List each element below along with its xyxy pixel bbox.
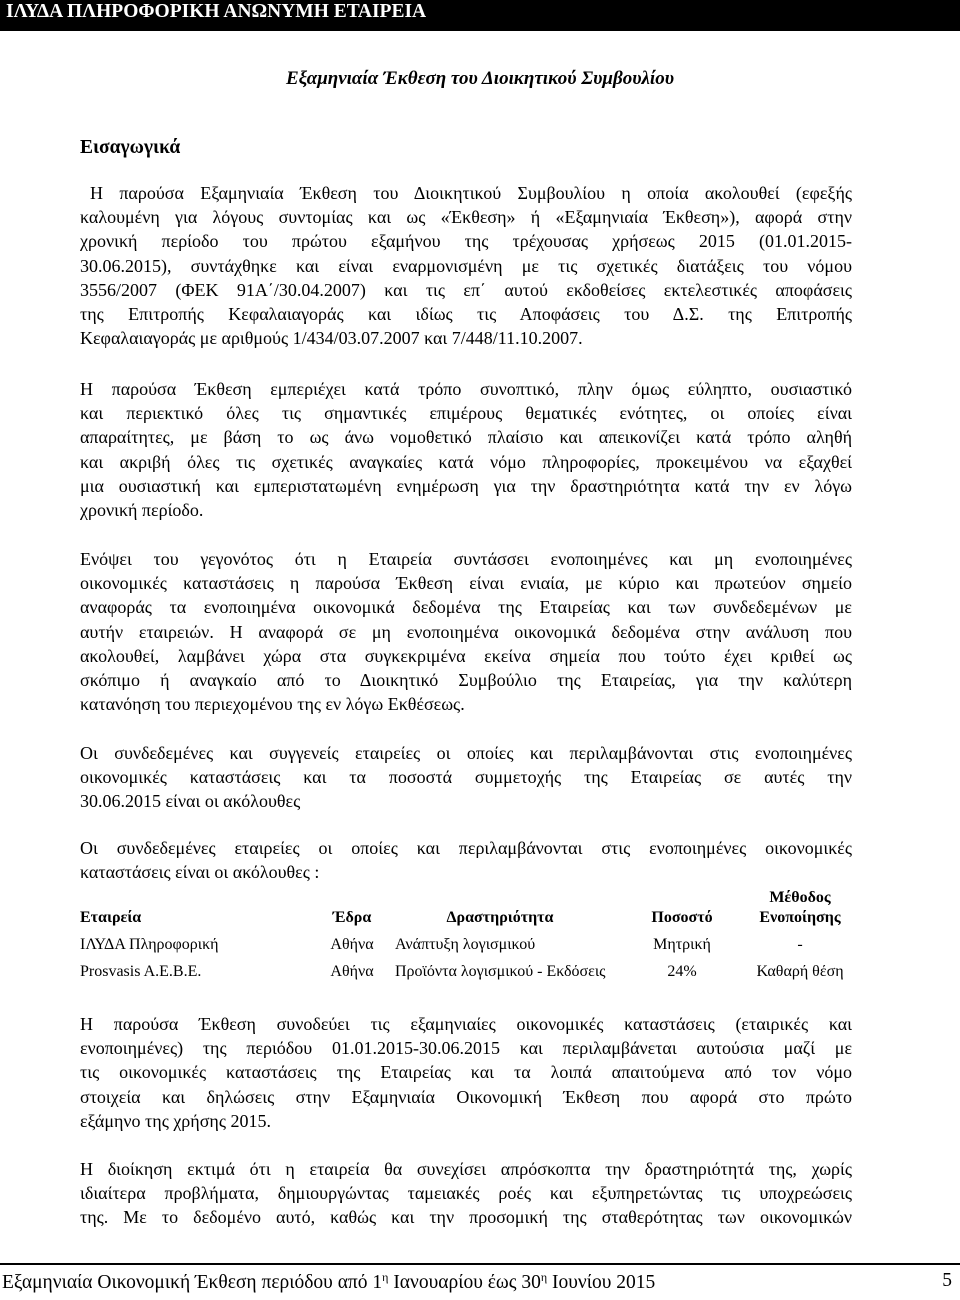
text-line: και περιεκτικό όλες τις σημαντικές επιμέρους θεματικές ενότητες, οι οποίες είναι: [80, 403, 852, 424]
text-line: μια ουσιαστική και εμπεριστατωμένη ενημέρωση για την δραστηριότητα κατά την εν λόγω: [80, 475, 852, 496]
cell-method: -: [797, 936, 803, 953]
page-number: 5: [942, 1270, 952, 1291]
text-line: και ακριβή όλες τις σχετικές αναγκαίες κατά νόμο πληροφορίες, προκειμένου να εξαχθεί: [80, 451, 852, 472]
cell-seat: Αθήνα: [330, 936, 374, 953]
footer-text-part2: Ιανουαρίου έως 30: [388, 1272, 541, 1293]
text-line: 30.06.2015 είναι οι ακόλουθες: [80, 791, 301, 812]
header-method-line2: Ενοποίησης: [759, 909, 841, 926]
paragraph-accompanies: [80, 1012, 852, 1133]
page-header: [0, 0, 960, 31]
text-line: Οι συνδεδεμένες εταιρείες οι οποίες και περιλαμβάνονται στις ενοποιημένες οικονομικές: [80, 838, 852, 858]
footer-superscript-2: η: [540, 1270, 548, 1284]
text-line: καλουμένη για λόγους συντομίας και ως «Έκθεση» ή «Εξαμηνιαία Έκθεση»), αφορά στην: [80, 207, 852, 228]
footer-superscript-1: η: [382, 1270, 389, 1284]
header-activity: Δραστηριότητα: [446, 909, 554, 926]
text-line: απαραίτητες, με βάση το ως άνω νομοθετικό πλαίσιο και απεικονίζει κατά τρόπο αληθή: [80, 427, 852, 448]
text-line: Η παρούσα Έκθεση εμπεριέχει κατά τρόπο συνοπτικό, πλην όμως εύληπτο, ουσιαστικό: [80, 379, 852, 399]
paragraph-going-concern: [80, 1157, 852, 1230]
header-company: Εταιρεία: [80, 909, 142, 926]
text-line: χρονική περίοδο του πρώτου εξαμήνου της τρέχουσας χρήσεως 2015 (01.01.2015-: [80, 231, 852, 252]
header-percentage: Ποσοστό: [651, 909, 713, 926]
paragraph-subsidiaries: [80, 836, 852, 884]
text-line: τις οικονομικές καταστάσεις της Εταιρείας και τα λοιπά απαιτούμενα από τον νόμο: [80, 1062, 852, 1083]
text-line: εξάμηνο της χρήσης 2015.: [80, 1110, 271, 1131]
text-line: 30.06.2015), συντάχθηκε και είναι εναρμονισμένη με τις σχετικές διατάξεις του νόμου: [80, 255, 852, 276]
text-line: ιδιαίτερα προβλήματα, δημιουργώντας ταμειακές ροές και εξυπηρετώντας τις υποχρεώσεις: [80, 1183, 852, 1204]
text-line: αυτήν εταιρειών. Η αναφορά σε μη ενοποιημένα οικονομικά δεδομένα στην ανάλυση που: [80, 621, 852, 642]
section-title: Εισαγωγικά: [80, 137, 181, 158]
text-line: 3556/2007 (ΦΕΚ 91Α΄/30.04.2007) και τις επ΄ αυτού εκδοθείσες εκτελεστικές αποφάσεις: [80, 279, 852, 300]
text-line: Οι συνδεδεμένες και συγγενείς εταιρείες οι οποίες και περιλαμβάνονται στις ενοποιημένες: [80, 743, 852, 763]
text-line: Η διοίκηση εκτιμά ότι η εταιρεία θα συνεχίσει απρόσκοπτα την δραστηριότητά της, χωρίς: [80, 1159, 852, 1179]
cell-company: ΙΛΥΔΑ Πληροφορική: [80, 936, 219, 953]
paragraph-affiliates: [80, 741, 852, 814]
cell-activity: Προϊόντα λογισμικού - Εκδόσεις: [395, 963, 606, 980]
text-line: αναφοράς τα ενοποιημένα οικονομικά δεδομένα της Εταιρείας και των συνδεδεμένων με: [80, 597, 852, 618]
paragraph-content: [80, 377, 852, 522]
text-line: οικονομικές καταστάσεις η παρούσα Έκθεση είναι ενιαία, με κύριο και πρωτεύον σημείο: [80, 573, 852, 594]
text-line: Κεφαλαιαγοράς με αριθμούς 1/434/03.07.2007 και 7/448/11.10.2007.: [80, 328, 583, 349]
text-line: Η παρούσα Έκθεση συνοδεύει τις εξαμηνιαίες οικονομικές καταστάσεις (εταιρικές και: [80, 1014, 852, 1034]
text-line: Ενόψει του γεγονότος ότι η Εταιρεία συντάσσει ενοποιημένες και μη ενοποιημένες: [80, 549, 852, 569]
document-title: Εξαμηνιαία Έκθεση του Διοικητικού Συμβουλίου: [285, 68, 675, 89]
text-line: ενοποιημένες) της περιόδου 01.01.2015-30.06.2015 και περιλαμβάνεται αυτούσια μαζί με: [80, 1038, 852, 1059]
text-line: στοιχεία και δηλώσεις στην Εξαμηνιαία Οικονομική Έκθεση που αφορά στο πρώτο: [80, 1086, 852, 1107]
text-line: οικονομικές καταστάσεις και τα ποσοστά συμμετοχής της Εταιρείας σε αυτές την: [80, 767, 852, 788]
page-footer: [2, 1270, 655, 1294]
cell-method: Καθαρή θέση: [756, 963, 844, 980]
cell-company: Prosvasis A.E.B.E.: [80, 963, 202, 980]
footer-text-part1: Εξαμηνιαία Οικονομική Έκθεση περιόδου από 1: [2, 1272, 383, 1293]
cell-percentage: 24%: [667, 963, 697, 980]
text-line: της. Με το δεδομένο αυτό, καθώς και την προσομική της σταθερότητας των οικονομικών: [80, 1207, 852, 1228]
paragraph-consolidation: [80, 547, 852, 716]
text-line: ακολουθεί, λαμβάνει χώρα στα συγκεκριμένα εκείνα σημεία που τούτο έχει κριθεί ως: [80, 645, 852, 666]
paragraph-intro: [80, 181, 852, 350]
cell-percentage: Μητρική: [653, 936, 711, 953]
header-seat: Έδρα: [332, 909, 372, 926]
text-line: καταστάσεις είναι οι ακόλουθες :: [80, 862, 320, 883]
company-name: ΙΛΥΔΑ ΠΛΗΡΟΦΟΡΙΚΗ ΑΝΩΝΥΜΗ ΕΤΑΙΡΕΙΑ: [6, 1, 427, 22]
text-line: Η παρούσα Εξαμηνιαία Έκθεση του Διοικητικού Συμβουλίου η οποία ακολουθεί (εφεξής: [90, 183, 852, 203]
footer-divider: [0, 1263, 960, 1265]
text-line: κατανόηση του περιεχομένου της εν λόγω Εκθέσεως.: [80, 694, 465, 715]
footer-text-part3: Ιουνίου 2015: [547, 1272, 656, 1293]
text-line: σκόπιμο ή αναγκαίο από το Διοικητικό Συμβούλιο της Εταιρείας, για την καλύτερη: [80, 669, 852, 690]
header-method-line1: Μέθοδος: [769, 889, 831, 906]
text-line: της Επιτροπής Κεφαλαιαγοράς και ιδίως τις Αποφάσεις του Δ.Σ. της Επιτροπής: [80, 303, 852, 324]
cell-seat: Αθήνα: [330, 963, 374, 980]
text-line: χρονική περίοδο.: [80, 499, 204, 520]
cell-activity: Ανάπτυξη λογισμικού: [395, 936, 536, 953]
